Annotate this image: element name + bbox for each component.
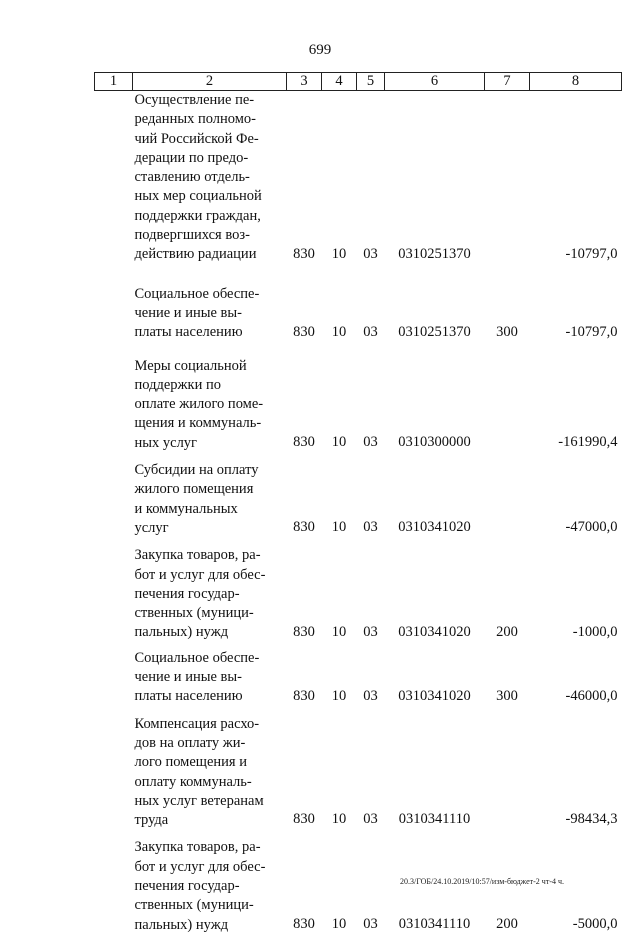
row-description bbox=[133, 265, 287, 343]
description-line: Меры социальной bbox=[134, 357, 247, 374]
row-description bbox=[133, 830, 287, 934]
row-section-code: 10 bbox=[331, 623, 347, 640]
description-line: дерации по предо- bbox=[134, 149, 249, 166]
description-line: реданных полномо- bbox=[134, 111, 256, 128]
row-amount: -5000,0 bbox=[572, 915, 618, 932]
row-description bbox=[133, 91, 287, 265]
description-line: ственных (муници- bbox=[134, 605, 254, 622]
row-subsection-code: 03 bbox=[363, 245, 378, 262]
row-section-code: 10 bbox=[331, 434, 347, 451]
header-col-4: 4 bbox=[322, 73, 357, 91]
description-line: чение и иные вы- bbox=[134, 669, 242, 686]
row-amount: -98434,3 bbox=[565, 811, 618, 828]
description-line: Закупка товаров, ра- bbox=[134, 839, 261, 856]
row-section-code: 10 bbox=[331, 323, 347, 340]
page-number: 699 bbox=[308, 42, 332, 58]
description-line: труда bbox=[134, 812, 169, 829]
row-empty-col-1 bbox=[95, 830, 133, 934]
row-expense-type-code: 200 bbox=[496, 623, 518, 640]
row-admin-code: 830 bbox=[293, 811, 315, 828]
row-empty-col-1 bbox=[95, 91, 133, 265]
row-admin-code: 830 bbox=[293, 519, 315, 536]
budget-table bbox=[94, 72, 622, 935]
row-empty-col-1 bbox=[95, 643, 133, 707]
row-expense-type-code: 300 bbox=[496, 323, 518, 340]
table-row bbox=[95, 265, 622, 343]
row-expense-type-code: 300 bbox=[496, 687, 518, 704]
row-admin-code: 830 bbox=[293, 687, 315, 704]
header-col-3: 3 bbox=[287, 73, 322, 91]
row-target-article-code: 0310251370 bbox=[398, 323, 471, 340]
row-expense-type-code bbox=[485, 453, 530, 538]
description-line: Осуществление пе- bbox=[134, 92, 255, 108]
description-line: Субсидии на оплату bbox=[134, 462, 259, 479]
row-amount: -10797,0 bbox=[565, 323, 618, 340]
description-line: Социальное обеспе- bbox=[134, 285, 260, 302]
description-line: пальных) нужд bbox=[134, 624, 229, 641]
row-empty-col-1 bbox=[95, 453, 133, 538]
description-line: платы населению bbox=[134, 324, 243, 341]
row-target-article-code: 0310341110 bbox=[398, 915, 471, 932]
header-col-8: 8 bbox=[530, 73, 622, 91]
description-line: ных услуг ветеранам bbox=[134, 792, 264, 809]
row-description bbox=[133, 453, 287, 538]
row-amount: -1000,0 bbox=[572, 623, 618, 640]
description-line: действию радиации bbox=[134, 246, 257, 263]
description-line: ственных (муници- bbox=[134, 897, 254, 914]
row-section-code: 10 bbox=[331, 519, 347, 536]
description-line: услуг bbox=[134, 519, 169, 536]
table-row bbox=[95, 707, 622, 831]
table-row bbox=[95, 453, 622, 538]
description-line: дов на оплату жи- bbox=[134, 734, 246, 751]
row-expense-type-code bbox=[485, 707, 530, 831]
row-empty-col-1 bbox=[95, 265, 133, 343]
description-line: щения и коммуналь- bbox=[134, 415, 262, 432]
row-subsection-code: 03 bbox=[363, 915, 378, 932]
description-line: оплате жилого поме- bbox=[134, 396, 264, 413]
description-line: Социальное обеспе- bbox=[134, 649, 260, 666]
description-line: платы населению bbox=[134, 688, 243, 705]
row-target-article-code: 0310341110 bbox=[398, 811, 471, 828]
description-line: Компенсация расхо- bbox=[134, 715, 260, 732]
row-amount: -10797,0 bbox=[565, 245, 618, 262]
row-section-code: 10 bbox=[331, 811, 347, 828]
row-subsection-code: 03 bbox=[363, 519, 378, 536]
row-admin-code: 830 bbox=[293, 245, 315, 262]
table-row bbox=[95, 91, 622, 265]
description-line: подвергшихся воз- bbox=[134, 227, 250, 244]
row-section-code: 10 bbox=[331, 915, 347, 932]
row-target-article-code: 0310341020 bbox=[398, 623, 471, 640]
row-empty-col-1 bbox=[95, 707, 133, 831]
table-header-row bbox=[95, 73, 622, 91]
row-amount: -46000,0 bbox=[565, 687, 618, 704]
description-line: поддержки по bbox=[134, 376, 221, 393]
header-col-7: 7 bbox=[485, 73, 530, 91]
row-target-article-code: 0310341020 bbox=[398, 519, 471, 536]
description-line: оплату коммуналь- bbox=[134, 773, 252, 790]
row-description bbox=[133, 707, 287, 831]
row-description bbox=[133, 343, 287, 453]
row-subsection-code: 03 bbox=[363, 434, 378, 451]
row-amount: -47000,0 bbox=[565, 519, 618, 536]
row-empty-col-1 bbox=[95, 343, 133, 453]
row-expense-type-code bbox=[485, 91, 530, 265]
row-empty-col-1 bbox=[95, 538, 133, 642]
description-line: чение и иные вы- bbox=[134, 304, 242, 321]
row-description bbox=[133, 643, 287, 707]
header-col-1: 1 bbox=[95, 73, 133, 91]
row-amount: -161990,4 bbox=[558, 434, 618, 451]
description-line: бот и услуг для обес- bbox=[134, 566, 266, 583]
row-section-code: 10 bbox=[331, 687, 347, 704]
row-admin-code: 830 bbox=[293, 915, 315, 932]
row-target-article-code: 0310300000 bbox=[398, 434, 471, 451]
document-footer: 20.3/ГОБ/24.10.2019/10:57/изм-бюджет-2 чт-4 ч. bbox=[400, 877, 565, 886]
row-target-article-code: 0310251370 bbox=[398, 245, 471, 262]
description-line: и коммунальных bbox=[134, 500, 238, 517]
description-line: жилого помещения bbox=[134, 481, 254, 498]
description-line: Закупка товаров, ра- bbox=[134, 547, 261, 564]
description-line: бот и услуг для обес- bbox=[134, 858, 266, 875]
description-line: чий Российской Фе- bbox=[134, 130, 259, 147]
description-line: поддержки граждан, bbox=[134, 207, 261, 224]
description-line: печения государ- bbox=[134, 877, 240, 894]
description-line: печения государ- bbox=[134, 585, 240, 602]
row-admin-code: 830 bbox=[293, 323, 315, 340]
description-line: ных услуг bbox=[134, 434, 197, 451]
row-expense-type-code: 200 bbox=[496, 915, 518, 932]
description-line: ных мер социальной bbox=[134, 188, 262, 205]
row-subsection-code: 03 bbox=[363, 811, 378, 828]
table-row bbox=[95, 343, 622, 453]
table-row bbox=[95, 538, 622, 642]
row-admin-code: 830 bbox=[293, 434, 315, 451]
header-col-5: 5 bbox=[357, 73, 385, 91]
row-admin-code: 830 bbox=[293, 623, 315, 640]
row-section-code: 10 bbox=[331, 245, 347, 262]
description-line: лого помещения и bbox=[134, 754, 247, 771]
row-target-article-code: 0310341020 bbox=[398, 687, 471, 704]
row-expense-type-code bbox=[485, 343, 530, 453]
row-subsection-code: 03 bbox=[363, 623, 378, 640]
header-col-2: 2 bbox=[133, 73, 287, 91]
row-subsection-code: 03 bbox=[363, 323, 378, 340]
table-row bbox=[95, 643, 622, 707]
row-subsection-code: 03 bbox=[363, 687, 378, 704]
description-line: пальных) нужд bbox=[134, 916, 229, 933]
row-description bbox=[133, 538, 287, 642]
header-col-6: 6 bbox=[385, 73, 485, 91]
description-line: ставлению отдель- bbox=[134, 169, 250, 186]
